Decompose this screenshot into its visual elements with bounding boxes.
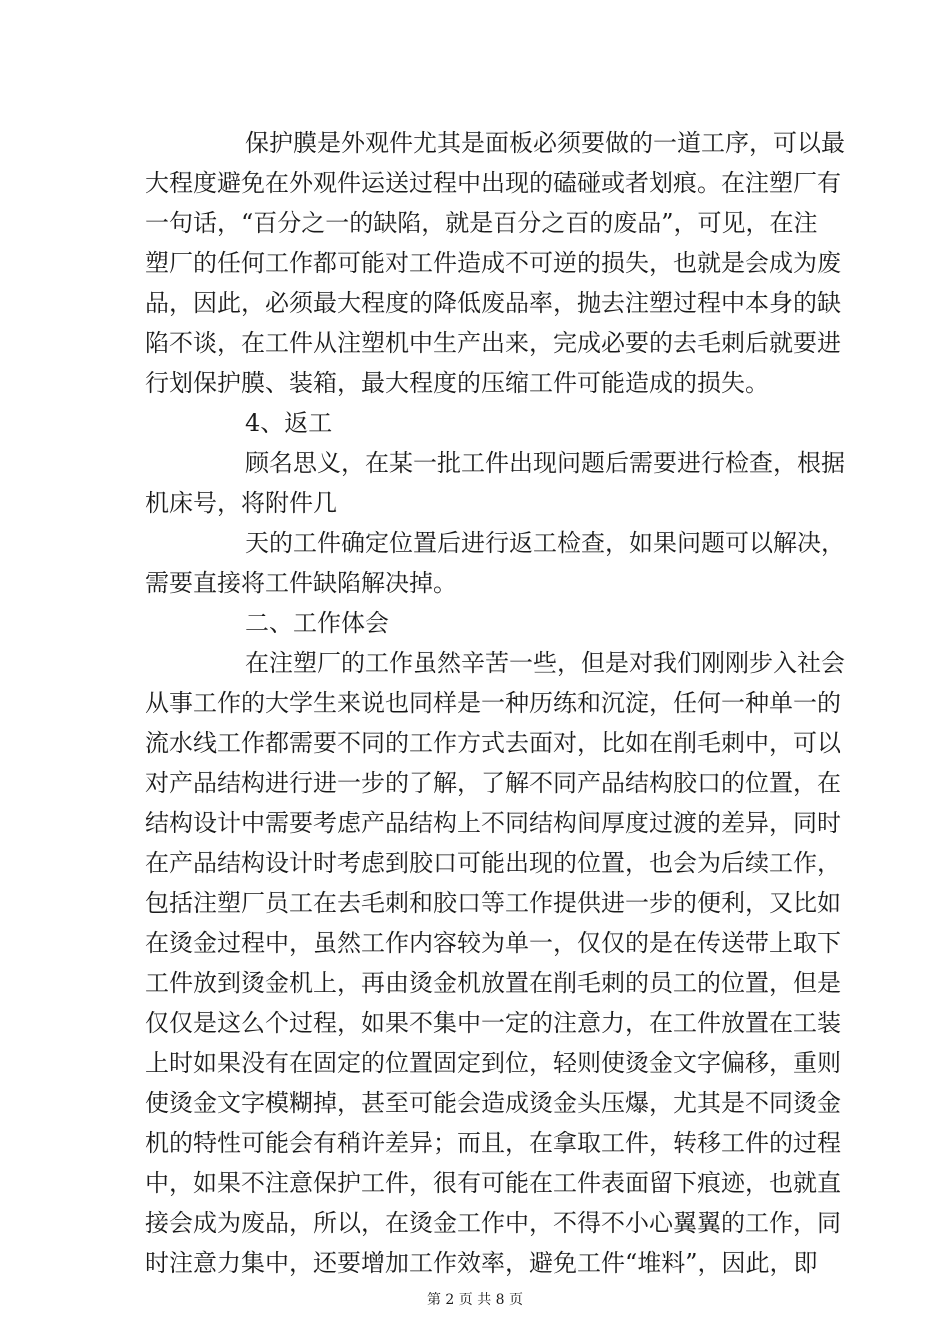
- total-pages-number: 8: [495, 1292, 505, 1308]
- text-line: 流水线工作都需要不同的工作方式去面对，比如在削毛刺中，可以: [145, 729, 841, 757]
- text-line: 一句话，“百分之一的缺陷，就是百分之百的废品”，可见，在注: [145, 209, 818, 237]
- text-line: 工件放到烫金机上，再由烫金机放置在削毛刺的员工的位置，但是: [145, 969, 841, 997]
- text-line: 大程度避免在外观件运送过程中出现的磕碰或者划痕。在注塑厂有: [145, 169, 841, 197]
- text-line: 需要直接将工件缺陷解决掉。: [145, 569, 457, 597]
- section-heading: 二、工作体会: [245, 609, 389, 637]
- text-line: 仅仅是这么个过程，如果不集中一定的注意力，在工件放置在工装: [145, 1009, 841, 1037]
- current-page-number: 2: [445, 1292, 455, 1308]
- section-heading: 4、返工: [245, 409, 333, 437]
- page-footer: [0, 1290, 950, 1310]
- text-line: 上时如果没有在固定的位置固定到位，轻则使烫金文字偏移，重则: [145, 1049, 841, 1077]
- text-line: 在注塑厂的工作虽然辛苦一些，但是对我们刚刚步入社会: [245, 649, 845, 677]
- footer-prefix: 第: [426, 1292, 441, 1308]
- text-line: 机的特性可能会有稍许差异；而且，在拿取工件，转移工件的过程: [145, 1129, 841, 1157]
- text-line: 在产品结构设计时考虑到胶口可能出现的位置，也会为后续工作，: [145, 849, 841, 877]
- text-line: 时注意力集中，还要增加工作效率，避免工件“堆料”，因此，即: [145, 1249, 818, 1277]
- text-line: 塑厂的任何工作都可能对工件造成不可逆的损失，也就是会成为废: [145, 249, 841, 277]
- text-line: 机床号，将附件几: [145, 489, 337, 517]
- text-line: 中，如果不注意保护工件，很有可能在工件表面留下痕迹，也就直: [145, 1169, 841, 1197]
- text-line: 陷不谈，在工件从注塑机中生产出来，完成必要的去毛刺后就要进: [145, 329, 841, 357]
- footer-suffix: 页: [509, 1292, 524, 1308]
- text-line: 保护膜是外观件尤其是面板必须要做的一道工序，可以最: [245, 129, 845, 157]
- text-line: 接会成为废品，所以，在烫金工作中，不得不小心翼翼的工作，同: [145, 1209, 841, 1237]
- footer-middle: 页 共: [458, 1292, 492, 1308]
- text-line: 从事工作的大学生来说也同样是一种历练和沉淀，任何一种单一的: [145, 689, 841, 717]
- text-line: 结构设计中需要考虑产品结构上不同结构间厚度过渡的差异，同时: [145, 809, 841, 837]
- text-line: 在烫金过程中，虽然工作内容较为单一，仅仅的是在传送带上取下: [145, 929, 841, 957]
- text-line: 对产品结构进行进一步的了解，了解不同产品结构胶口的位置，在: [145, 769, 841, 797]
- text-line: 行划保护膜、装箱，最大程度的压缩工件可能造成的损失。: [145, 369, 769, 397]
- text-line: 天的工件确定位置后进行返工检查，如果问题可以解决，: [245, 529, 845, 557]
- text-line: 包括注塑厂员工在去毛刺和胶口等工作提供进一步的便利，又比如: [145, 889, 841, 917]
- text-line: 品，因此，必须最大程度的降低废品率，抛去注塑过程中本身的缺: [145, 289, 841, 317]
- text-line: 使烫金文字模糊掉，甚至可能会造成烫金头压爆，尤其是不同烫金: [145, 1089, 841, 1117]
- text-line: 顾名思义，在某一批工件出现问题后需要进行检查，根据: [245, 449, 845, 477]
